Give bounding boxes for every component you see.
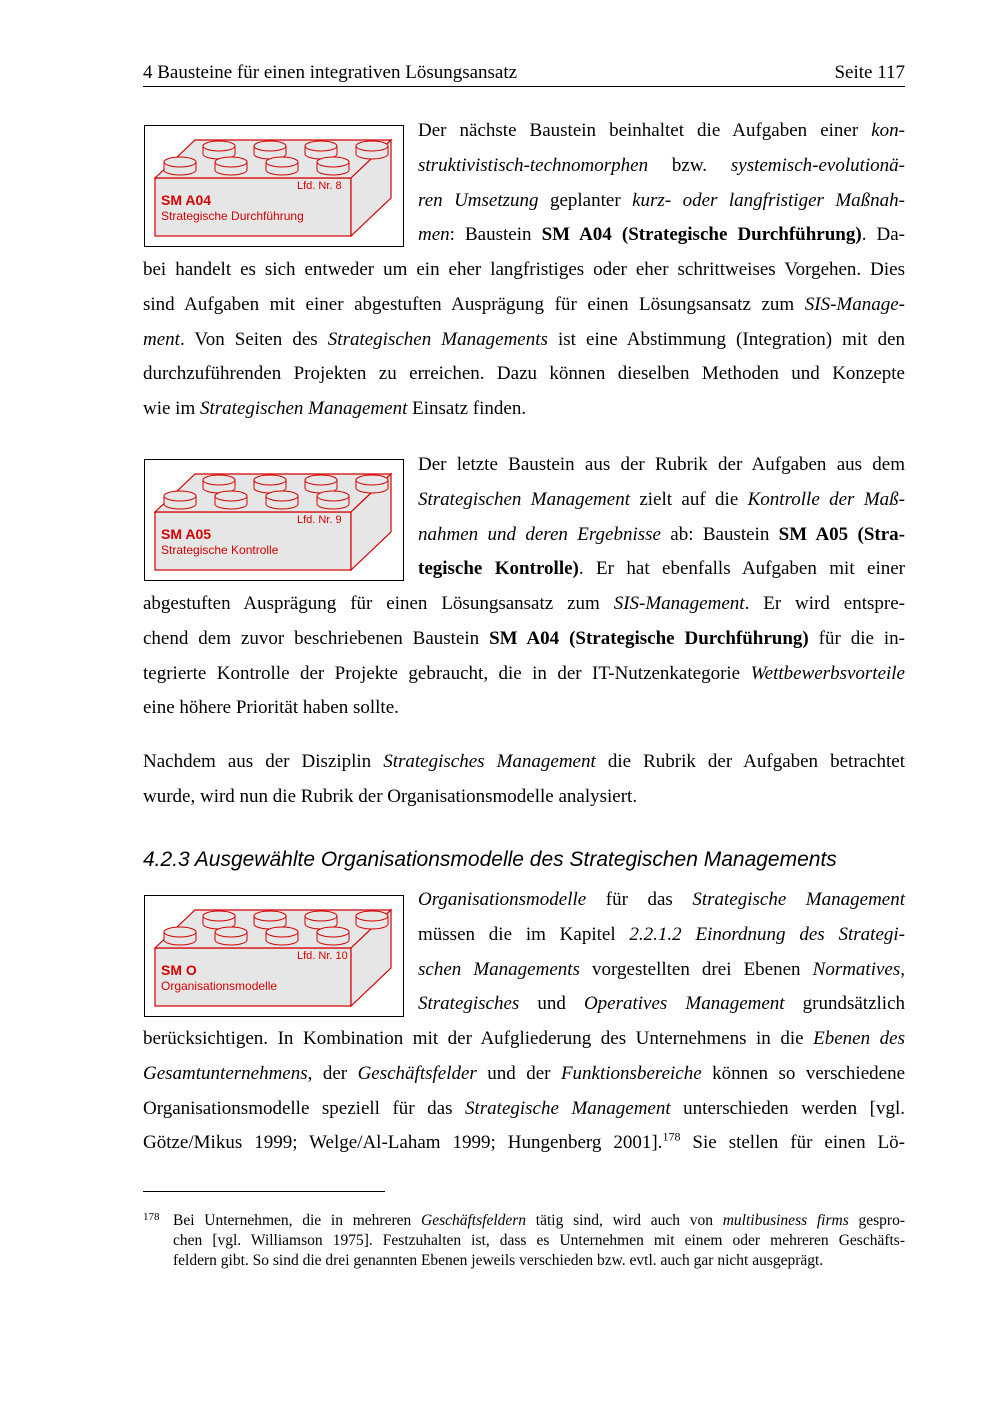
footnote-text: Bei Unternehmen, die in mehreren Geschäftsfeldern tätig sind, wird auch von multibusiness firms gespro- chen [vgl. Williamson 1975]. Festzuhalten ist, dass es Unternehmen mit einem oder mehreren Geschäfts- feldern gibt. So sind die drei genannten Ebenen jeweils verschieden bzw. evtl. auch gar nicht ausgeprägt. — [173, 1212, 905, 1269]
brick-diagram-sm-a05 — [144, 459, 404, 581]
paragraph-sm-a05-bottom: abgestuften Ausprägung für einen Lösungsansatz zum SIS-Management. Er wird entspre- chend dem zuvor beschriebenen Baustein SM A04 (Strategische Durchführung) für die in- tegrierte Kontrolle der Projekte gebraucht, die in der IT-Nutzenkategorie Wettbewerbsvorteile eine höhere Priorität haben sollte. — [143, 593, 905, 719]
brick-code: SM O — [161, 962, 197, 978]
footnote-separator — [143, 1191, 385, 1192]
brick-lfd-number: Lfd. Nr. 9 — [297, 514, 342, 526]
footnote-number: 178 — [143, 1211, 160, 1223]
header-page-number: Seite 117 — [834, 62, 905, 83]
running-header — [143, 60, 905, 87]
footnote-reference: 178 — [662, 1130, 681, 1145]
brick-name: Strategische Kontrolle — [161, 543, 279, 557]
brick-name: Strategische Durchführung — [161, 209, 304, 223]
paragraph-sm-a04-top: Der nächste Baustein beinhaltet die Aufgaben einer kon- struktivistisch-technomorphen bzw. systemisch-evolutionä- ren Umsetzung geplanter kurz- oder langfristiger Maßnah- men: Baustein SM A04 (Strategische Durchführung). Da- — [418, 120, 905, 246]
footnote — [143, 1211, 905, 1271]
paragraph-transition: Nachdem aus der Disziplin Strategisches Management die Rubrik der Aufgaben betrachtet wurde, wird nun die Rubrik der Organisationsmodelle analysiert. — [143, 751, 905, 807]
header-chapter: 4 Bausteine für einen integrativen Lösungsansatz — [143, 62, 518, 83]
paragraph-org-top: Organisationsmodelle für das Strategische Management müssen die im Kapitel 2.2.1.2 Einordnung des Strategi- schen Managements vorgestellten drei Ebenen Normatives, Strategisches und Operatives Management grundsätzlich — [418, 889, 905, 1015]
brick-diagram-sm-o — [144, 895, 404, 1017]
brick-code: SM A05 — [161, 526, 212, 542]
paragraph-sm-a05-top: Der letzte Baustein aus der Rubrik der Aufgaben aus dem Strategischen Management zielt auf die Kontrolle der Maß- nahmen und deren Ergebnisse ab: Baustein SM A05 (Stra- tegische Kontrolle). Er hat ebenfalls Aufgaben mit einer — [418, 454, 906, 580]
paragraph-sm-a04-bottom: bei handelt es sich entweder um ein eher langfristiges oder eher schrittweises Vorgehen. Dies sind Aufgaben mit einer abgestuften Ausprägung für einen Lösungsansatz zum SIS-Manage- ment. Von Seiten des Strategischen Managements ist eine Abstimmung (Integration) mit den durchzuführenden Projekten zu erreichen. Dazu können dieselben Methoden und Konzepte wie im Strategischen Management Einsatz finden. — [143, 259, 906, 420]
brick-code: SM A04 — [161, 192, 212, 208]
brick-lfd-number: Lfd. Nr. 8 — [297, 180, 342, 192]
section-heading: 4.2.3 Ausgewählte Organisationsmodelle des Strategischen Managements — [143, 848, 837, 871]
brick-icon — [145, 126, 405, 248]
brick-lfd-number: Lfd. Nr. 10 — [297, 950, 348, 962]
paragraph-org-bottom: berücksichtigen. In Kombination mit der Aufgliederung des Unternehmens in die Ebenen des Gesamtunternehmens, der Geschäftsfelder und der Funktionsbereiche können so verschiedene Organisationsmodelle speziell für das Strategische Management unterschieden werden [vgl. Götze/Mikus 1999; Welge/Al-Laham 1999; Hungenberg 2001].$^{178}$ Sie stellen für einen Lö- — [143, 1028, 906, 1154]
brick-diagram-sm-a04 — [144, 125, 404, 247]
brick-name: Organisationsmodelle — [161, 979, 278, 993]
brick-icon — [145, 460, 405, 582]
brick-icon — [145, 896, 405, 1018]
